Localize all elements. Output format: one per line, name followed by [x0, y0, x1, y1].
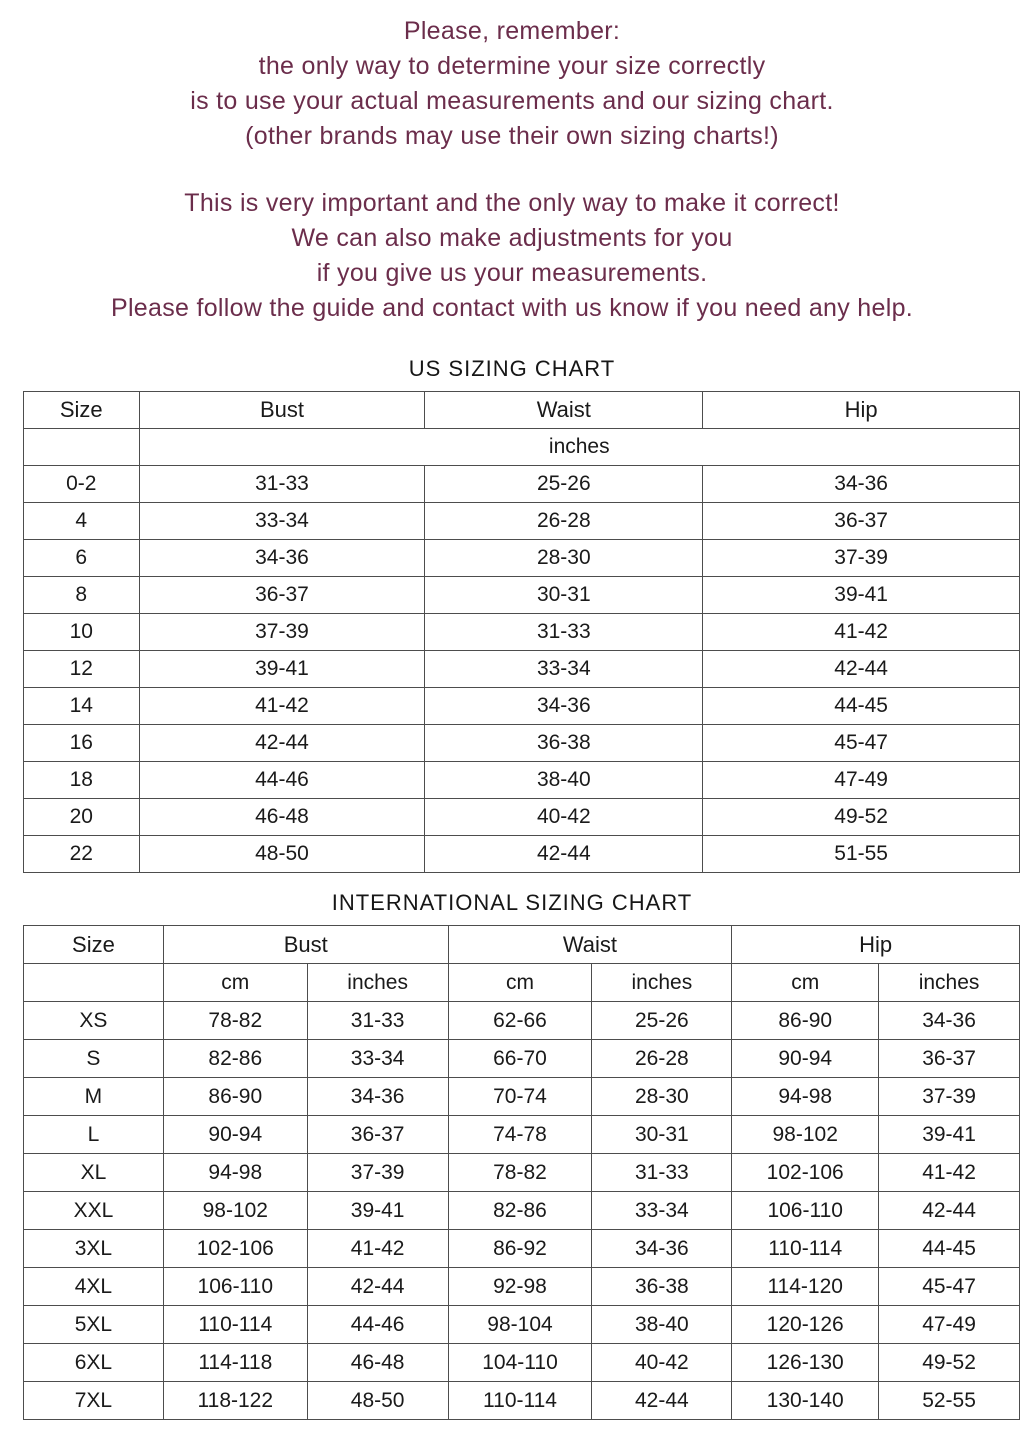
intl-cell-hip-cm: 90-94: [732, 1040, 879, 1078]
us-cell-size: 18: [24, 762, 140, 799]
intl-column-header-size: Size: [24, 926, 164, 964]
intl-cell-size: M: [24, 1078, 164, 1116]
us-unit-label: inches: [139, 429, 1019, 466]
us-cell-bust: 31-33: [139, 466, 425, 503]
intl-unit-empty-cell: [24, 964, 164, 1002]
intl-cell-hip-in: 37-39: [879, 1078, 1020, 1116]
intl-cell-hip-cm: 120-126: [732, 1306, 879, 1344]
us-cell-waist: 25-26: [425, 466, 703, 503]
intl-unit-waist-cm: cm: [448, 964, 592, 1002]
us-cell-hip: 49-52: [703, 799, 1020, 836]
us-column-header-bust: Bust: [139, 392, 425, 429]
us-row: [24, 577, 1020, 614]
intl-cell-waist-cm: 70-74: [448, 1078, 592, 1116]
intl-row: [24, 1040, 1020, 1078]
intl-cell-bust-in: 44-46: [307, 1306, 448, 1344]
intl-row: [24, 1344, 1020, 1382]
intl-cell-hip-cm: 102-106: [732, 1154, 879, 1192]
intl-unit-waist-inches: inches: [592, 964, 732, 1002]
us-cell-hip: 51-55: [703, 836, 1020, 873]
intl-cell-bust-cm: 90-94: [163, 1116, 307, 1154]
us-cell-hip: 36-37: [703, 503, 1020, 540]
us-unit-row: [24, 429, 1020, 466]
intl-cell-bust-in: 41-42: [307, 1230, 448, 1268]
intl-cell-hip-cm: 106-110: [732, 1192, 879, 1230]
us-header-row: [24, 392, 1020, 429]
intl-cell-waist-cm: 110-114: [448, 1382, 592, 1420]
us-row: [24, 651, 1020, 688]
intl-cell-bust-in: 37-39: [307, 1154, 448, 1192]
intl-row: [24, 1230, 1020, 1268]
intl-row: [24, 1154, 1020, 1192]
intl-column-header-hip: Hip: [732, 926, 1020, 964]
us-cell-size: 0-2: [24, 466, 140, 503]
intl-cell-bust-in: 42-44: [307, 1268, 448, 1306]
intl-column-header-bust: Bust: [163, 926, 448, 964]
intl-header-row: [24, 926, 1020, 964]
us-cell-waist: 31-33: [425, 614, 703, 651]
intl-cell-bust-cm: 98-102: [163, 1192, 307, 1230]
intro-line: We can also make adjustments for you: [291, 224, 733, 252]
intl-cell-waist-in: 34-36: [592, 1230, 732, 1268]
us-row: [24, 725, 1020, 762]
us-row: [24, 540, 1020, 577]
us-cell-size: 8: [24, 577, 140, 614]
intl-unit-hip-cm: cm: [732, 964, 879, 1002]
intro-line: Please, remember:: [403, 17, 621, 45]
us-row: [24, 688, 1020, 725]
intl-cell-bust-cm: 86-90: [163, 1078, 307, 1116]
intl-cell-waist-in: 33-34: [592, 1192, 732, 1230]
intl-cell-hip-cm: 126-130: [732, 1344, 879, 1382]
intl-unit-bust-inches: inches: [307, 964, 448, 1002]
us-cell-size: 22: [24, 836, 140, 873]
us-cell-hip: 45-47: [703, 725, 1020, 762]
us-cell-hip: 37-39: [703, 540, 1020, 577]
intl-cell-waist-in: 36-38: [592, 1268, 732, 1306]
intl-cell-hip-in: 39-41: [879, 1116, 1020, 1154]
us-row: [24, 799, 1020, 836]
us-cell-bust: 48-50: [139, 836, 425, 873]
intl-cell-hip-cm: 110-114: [732, 1230, 879, 1268]
intro-line: This is very important and the only way to make it correct!: [184, 189, 840, 217]
us-cell-waist: 40-42: [425, 799, 703, 836]
intl-cell-hip-in: 44-45: [879, 1230, 1020, 1268]
intl-cell-hip-cm: 98-102: [732, 1116, 879, 1154]
intl-cell-hip-cm: 86-90: [732, 1002, 879, 1040]
intl-row: [24, 1268, 1020, 1306]
intl-cell-bust-in: 34-36: [307, 1078, 448, 1116]
us-cell-bust: 37-39: [139, 614, 425, 651]
intro-line: is to use your actual measurements and our sizing chart.: [190, 87, 834, 115]
us-cell-waist: 30-31: [425, 577, 703, 614]
intl-cell-bust-in: 48-50: [307, 1382, 448, 1420]
intro-line: the only way to determine your size correctly: [258, 52, 766, 80]
us-cell-waist: 34-36: [425, 688, 703, 725]
us-cell-waist: 33-34: [425, 651, 703, 688]
intl-cell-waist-in: 31-33: [592, 1154, 732, 1192]
intl-cell-bust-in: 39-41: [307, 1192, 448, 1230]
intl-cell-bust-cm: 114-118: [163, 1344, 307, 1382]
intl-cell-bust-cm: 94-98: [163, 1154, 307, 1192]
us-chart-title: US SIZING CHART: [408, 356, 616, 381]
intl-cell-hip-in: 52-55: [879, 1382, 1020, 1420]
us-column-header-hip: Hip: [703, 392, 1020, 429]
intl-cell-bust-in: 36-37: [307, 1116, 448, 1154]
us-sizing-table: [23, 391, 1020, 873]
intl-cell-size: 4XL: [24, 1268, 164, 1306]
intl-row: [24, 1192, 1020, 1230]
intl-cell-waist-in: 42-44: [592, 1382, 732, 1420]
intl-cell-bust-cm: 118-122: [163, 1382, 307, 1420]
intl-cell-bust-in: 46-48: [307, 1344, 448, 1382]
intl-cell-waist-cm: 82-86: [448, 1192, 592, 1230]
intl-cell-size: 7XL: [24, 1382, 164, 1420]
intl-cell-hip-cm: 130-140: [732, 1382, 879, 1420]
intl-cell-hip-in: 41-42: [879, 1154, 1020, 1192]
intl-cell-hip-in: 34-36: [879, 1002, 1020, 1040]
intl-cell-waist-cm: 78-82: [448, 1154, 592, 1192]
us-cell-bust: 44-46: [139, 762, 425, 799]
us-cell-waist: 38-40: [425, 762, 703, 799]
intl-cell-waist-cm: 66-70: [448, 1040, 592, 1078]
us-cell-hip: 34-36: [703, 466, 1020, 503]
intl-cell-waist-in: 40-42: [592, 1344, 732, 1382]
intro-line: (other brands may use their own sizing charts!): [245, 122, 779, 150]
intl-cell-bust-cm: 106-110: [163, 1268, 307, 1306]
us-column-header-waist: Waist: [425, 392, 703, 429]
intl-cell-waist-cm: 98-104: [448, 1306, 592, 1344]
us-unit-empty-cell: [24, 429, 140, 466]
intl-cell-waist-cm: 86-92: [448, 1230, 592, 1268]
us-cell-hip: 39-41: [703, 577, 1020, 614]
us-cell-size: 12: [24, 651, 140, 688]
intl-cell-hip-in: 45-47: [879, 1268, 1020, 1306]
us-cell-bust: 39-41: [139, 651, 425, 688]
intl-row: [24, 1116, 1020, 1154]
us-row: [24, 836, 1020, 873]
us-cell-size: 16: [24, 725, 140, 762]
us-cell-waist: 28-30: [425, 540, 703, 577]
us-row: [24, 614, 1020, 651]
intl-cell-waist-cm: 104-110: [448, 1344, 592, 1382]
us-cell-hip: 41-42: [703, 614, 1020, 651]
us-cell-bust: 33-34: [139, 503, 425, 540]
us-cell-hip: 42-44: [703, 651, 1020, 688]
intl-row: [24, 1078, 1020, 1116]
intl-cell-waist-in: 26-28: [592, 1040, 732, 1078]
intl-cell-bust-cm: 102-106: [163, 1230, 307, 1268]
us-row: [24, 762, 1020, 799]
intl-cell-size: XL: [24, 1154, 164, 1192]
intl-cell-hip-in: 47-49: [879, 1306, 1020, 1344]
us-cell-bust: 42-44: [139, 725, 425, 762]
intl-cell-waist-cm: 74-78: [448, 1116, 592, 1154]
us-column-header-size: Size: [24, 392, 140, 429]
us-cell-bust: 34-36: [139, 540, 425, 577]
us-row: [24, 503, 1020, 540]
intl-chart-title: INTERNATIONAL SIZING CHART: [331, 890, 693, 915]
international-sizing-table: [23, 925, 1020, 1420]
intl-unit-hip-inches: inches: [879, 964, 1020, 1002]
intl-cell-size: 6XL: [24, 1344, 164, 1382]
us-cell-size: 4: [24, 503, 140, 540]
intl-row: [24, 1382, 1020, 1420]
us-cell-bust: 36-37: [139, 577, 425, 614]
intl-cell-bust-in: 31-33: [307, 1002, 448, 1040]
intl-unit-row: [24, 964, 1020, 1002]
intl-column-header-waist: Waist: [448, 926, 732, 964]
intl-cell-size: 5XL: [24, 1306, 164, 1344]
intl-cell-bust-cm: 110-114: [163, 1306, 307, 1344]
intl-cell-hip-in: 42-44: [879, 1192, 1020, 1230]
intl-cell-hip-cm: 114-120: [732, 1268, 879, 1306]
us-cell-bust: 46-48: [139, 799, 425, 836]
intl-unit-bust-cm: cm: [163, 964, 307, 1002]
us-cell-size: 10: [24, 614, 140, 651]
intl-cell-waist-cm: 62-66: [448, 1002, 592, 1040]
intl-cell-size: S: [24, 1040, 164, 1078]
intl-cell-size: XXL: [24, 1192, 164, 1230]
us-cell-size: 14: [24, 688, 140, 725]
intl-cell-size: XS: [24, 1002, 164, 1040]
intl-cell-waist-in: 28-30: [592, 1078, 732, 1116]
intl-cell-bust-cm: 78-82: [163, 1002, 307, 1040]
intl-cell-bust-cm: 82-86: [163, 1040, 307, 1078]
intl-row: [24, 1002, 1020, 1040]
us-cell-waist: 42-44: [425, 836, 703, 873]
paragraph-gap: [0, 154, 1024, 186]
intl-cell-hip-in: 36-37: [879, 1040, 1020, 1078]
us-cell-size: 20: [24, 799, 140, 836]
intl-cell-waist-in: 30-31: [592, 1116, 732, 1154]
intro-text-block: [0, 0, 1024, 326]
us-cell-hip: 44-45: [703, 688, 1020, 725]
intl-cell-hip-in: 49-52: [879, 1344, 1020, 1382]
intl-row: [24, 1306, 1020, 1344]
us-row: [24, 466, 1020, 503]
us-cell-size: 6: [24, 540, 140, 577]
intl-cell-size: 3XL: [24, 1230, 164, 1268]
intl-cell-waist-cm: 92-98: [448, 1268, 592, 1306]
intl-cell-waist-in: 25-26: [592, 1002, 732, 1040]
intro-line: Please follow the guide and contact with us know if you need any help.: [110, 294, 914, 322]
intl-cell-bust-in: 33-34: [307, 1040, 448, 1078]
us-cell-bust: 41-42: [139, 688, 425, 725]
intro-line: if you give us your measurements.: [316, 259, 708, 287]
intl-cell-waist-in: 38-40: [592, 1306, 732, 1344]
us-cell-hip: 47-49: [703, 762, 1020, 799]
us-cell-waist: 26-28: [425, 503, 703, 540]
intl-cell-size: L: [24, 1116, 164, 1154]
intl-cell-hip-cm: 94-98: [732, 1078, 879, 1116]
us-cell-waist: 36-38: [425, 725, 703, 762]
